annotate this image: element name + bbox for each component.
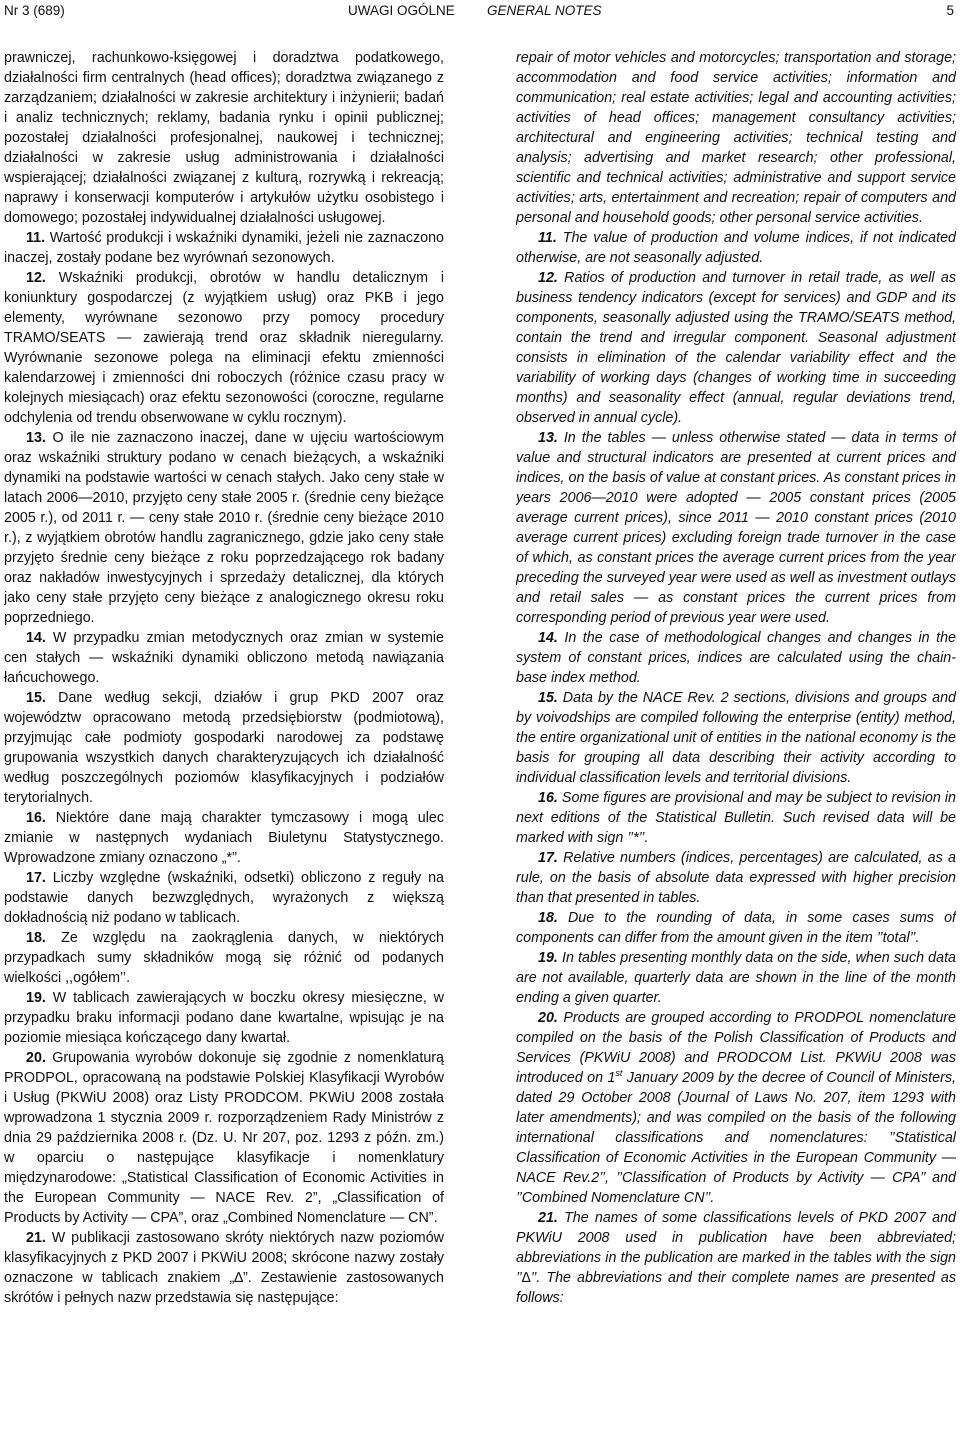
note-number: 19.: [26, 990, 46, 1006]
note-text: Grupowania wyrobów dokonuje się zgodnie z nomenklaturą PRODPOL, opracowaną na podstawie Polskiej Klasyfikacji Wyrobów i Usług (PKWiU 2008) oraz Listy PRODCOM. PKWiU 2008 została wprowadzona 1 stycznia 2009 r. rozporządzeniem Rady Ministrów z dnia 29 października 2008 r. (Dz. U. Nr 207, poz. 1293 z późn. zm.) w oparciu o następujące klasyfikacje i nomenklatury międzynarodowe: „Statistical Classification of Economic Activities in the European Community — NACE Rev. 2”, „Classification of Products by Activity — CPA”, oraz „Combined Nomenclature — CN”.: [4, 1050, 444, 1226]
note-text: W przypadku zmian metodycznych oraz zmian w systemie cen stałych — wskaźniki dynamiki obliczono metodą nawiązania łańcuchowego.: [4, 630, 444, 686]
note-text: Relative numbers (indices, percentages) are calculated, as a rule, on the basis of absolute data expressed with higher precision than that presented in tables.: [516, 850, 956, 906]
note-number: 18.: [538, 910, 558, 926]
note-text: In tables presenting monthly data on the side, when such data are not available, quarterly data are shown in the line of the month ending a given quarter.: [516, 950, 956, 1006]
note-text: The names of some classifications levels of PKD 2007 and PKWiU 2008 used in publication have been abbreviated; abbreviations in the publication are marked in the tables with the sign ’’∆’’. The abbreviations and their complete names are presented as follows:: [516, 1210, 956, 1306]
note-number: 18.: [26, 930, 46, 946]
column-polish: [4, 48, 444, 1428]
note-number: 11.: [538, 230, 557, 246]
note-text-cont: January 2009 by the decree of Council of Ministers, dated 29 October 2008 (Journal of Laws No. 207, item 1293 with later amendments); and was compiled on the basis of the following international classifications and nomenclatures: ’’Statistical Classification of Economic Activities in the European Community — NACE Rev.2’’, ’’Classification of Products by Activity — CPA’’ and ’’Combined Nomenclature CN’’.: [516, 1070, 956, 1206]
pl-note-15: [4, 688, 444, 808]
pl-note-20: [4, 1048, 444, 1228]
note-number: 15.: [26, 690, 46, 706]
note-number: 16.: [26, 810, 46, 826]
en-note-18: [516, 908, 956, 948]
ordinal-suffix: st: [615, 1068, 623, 1079]
en-intro: repair of motor vehicles and motorcycles; transportation and storage; accommodation and food service activities; information and communication; real estate activities; legal and accounting activities; activities of head offices; management consultancy activities; architectural and engineering activities; technical testing and analysis; advertising and market research; other professional, scientific and technical activities; administrative and support service activities; arts, entertainment and recreation; repair of computers and personal and household goods; other personal service activities.: [516, 50, 956, 226]
section-title-pl: UWAGI OGÓLNE: [348, 3, 455, 18]
note-number: 12.: [538, 270, 558, 286]
pl-note-13: [4, 428, 444, 628]
note-text: The value of production and volume indices, if not indicated otherwise, are not seasonally adjusted.: [516, 230, 956, 266]
en-note-19: [516, 948, 956, 1008]
note-text: Products are grouped according to PRODPOL nomenclature compiled on the basis of the Polish Classification of Products and Services (PKWiU 2008) and PRODCOM List. PKWiU 2008 was introduced on 1: [516, 1010, 956, 1086]
note-number: 21.: [26, 1230, 46, 1246]
note-text: In the tables — unless otherwise stated — data in terms of value and structural indicators are presented at current prices and indices, on the basis of value at constant prices. As constant prices in years 2006—2010 were adopted — 2005 constant prices (2005 average current prices), since 2011 — 2010 constant prices (2010 average current prices) excluding foreign trade turnover in the case of which, as constant prices the average current prices from the year preceding the surveyed year were used as well as investment outlays and retail sales — as constant prices the current prices from corresponding period of previous year were used.: [516, 430, 956, 626]
pl-note-14: [4, 628, 444, 688]
note-text: Ratios of production and turnover in retail trade, as well as business tendency indicators (except for services) and GDP and its components, seasonally adjusted using the TRAMO/SEATS method, contain the trend and irregular component. Seasonal adjustment consists in elimination of the calendar variability effect and the variability of working days (changes of working time in succeeding months) and seasonality effect (annual, regular deviations trend, observed in annual cycle).: [516, 270, 956, 426]
note-text: Dane według sekcji, działów i grup PKD 2007 oraz województw opracowano metodą przedsiębiorstw (podmiotową), przyjmując całe podmioty gospodarki narodowej za podstawę grupowania wszystkich danych charakteryzujących ich działalność według poszczególnych poziomów klasyfikacyjnych i podziałów terytorialnych.: [4, 690, 444, 806]
note-number: 16.: [538, 790, 558, 806]
note-number: 14.: [538, 630, 558, 646]
en-note-13: [516, 428, 956, 628]
page-header: [0, 0, 960, 22]
note-text: Ze względu na zaokrąglenia danych, w niektórych przypadkach sumy składników mogą się różnić od podanych wielkości ,,ogółem’’.: [4, 930, 444, 986]
en-note-20: [516, 1008, 956, 1208]
note-text: Liczby względne (wskaźniki, odsetki) obliczono z reguły na podstawie danych bezwzględnych, wyrażonych z większą dokładnością niż podano w tablicach.: [4, 870, 444, 926]
column-english: [516, 48, 956, 1428]
pl-note-16: [4, 808, 444, 868]
page-number: 5: [946, 3, 954, 18]
en-note-12: [516, 268, 956, 428]
en-note-14: [516, 628, 956, 688]
section-title-en: GENERAL NOTES: [487, 3, 602, 18]
note-number: 13.: [538, 430, 558, 446]
pl-note-18: [4, 928, 444, 988]
note-number: 17.: [26, 870, 46, 886]
en-note-11: [516, 228, 956, 268]
issue-number: Nr 3 (689): [4, 3, 65, 18]
pl-note-11: [4, 228, 444, 268]
note-text: Some figures are provisional and may be subject to revision in next editions of the Statistical Bulletin. Such revised data will be marked with sign ’’*’’.: [516, 790, 956, 846]
pl-note-19: [4, 988, 444, 1048]
note-text: O ile nie zaznaczono inaczej, dane w ujęciu wartościowym oraz wskaźniki struktury podano w cenach bieżących, a wskaźniki dynamiki na podstawie wartości w cenach stałych. Jako ceny stałe w latach 2006—2010, przyjęto ceny stałe 2005 r. (średnie ceny bieżące 2005 r.), od 2011 r. — ceny stałe 2010 r. (średnie ceny bieżące 2010 r.), z wyjątkiem obrotów handlu zagranicznego, gdzie jako ceny stałe przyjęto średnie ceny bieżące z roku poprzedzającego rok badany oraz nakładów inwestycyjnych i sprzedaży detalicznej, dla których jako ceny stałe przyjęto ceny bieżące z analogicznego okresu roku poprzedniego.: [4, 430, 444, 626]
note-text: W publikacji zastosowano skróty niektórych nazw poziomów klasyfikacyjnych z PKD 2007 i PKWiU 2008; skrócone nazwy zostały oznaczone w tablicach znakiem „∆”. Zestawienie zastosowanych skrótów i pełnych nazw przedstawia się następujące:: [4, 1230, 444, 1306]
note-text: Data by the NACE Rev. 2 sections, divisions and groups and by voivodships are compiled following the enterprise (entity) method, the entire organizational unit of entities in the national economy is the basis for grouping all data describing their activity according to individual classification levels and territorial divisions.: [516, 690, 956, 786]
en-note-21: [516, 1208, 956, 1308]
pl-intro: prawniczej, rachunkowo-księgowej i doradztwa podatkowego, działalności firm centralnych (head offices); doradztwa związanego z zarządzaniem; działalności w zakresie architektury i inżynierii; badań i analiz technicznych; reklamy, badania rynku i opinii publicznej; pozostałej działalności profesjonalnej, naukowej i technicznej; działalności w zakresie usług administrowania i działalności wspierającej; działalności związanej z kulturą, rozrywką i rekreacją; naprawy i konserwacji komputerów i artykułów użytku osobistego i domowego; pozostałej indywidualnej działalności usługowej.: [4, 50, 444, 226]
note-number: 15.: [538, 690, 558, 706]
note-text: W tablicach zawierających w boczku okresy miesięczne, w przypadku braku informacji podano dane kwartalne, wpisując je na poziomie miesiąca kończącego dany kwartał.: [4, 990, 444, 1046]
note-number: 20.: [26, 1050, 46, 1066]
pl-note-17: [4, 868, 444, 928]
note-text: Wartość produkcji i wskaźniki dynamiki, jeżeli nie zaznaczono inaczej, zostały podane bez wyrównań sezonowych.: [4, 230, 444, 266]
note-number: 12.: [26, 270, 46, 286]
en-note-16: [516, 788, 956, 848]
note-text: In the case of methodological changes and changes in the system of constant prices, indices are calculated using the chain-base index method.: [516, 630, 956, 686]
note-number: 19.: [538, 950, 558, 966]
note-number: 11.: [26, 230, 46, 246]
en-note-17: [516, 848, 956, 908]
note-number: 13.: [26, 430, 46, 446]
note-number: 14.: [26, 630, 46, 646]
pl-note-12: [4, 268, 444, 428]
note-text: Due to the rounding of data, in some cases sums of components can differ from the amount given in the item ’’total’’.: [516, 910, 956, 946]
pl-note-21: [4, 1228, 444, 1308]
en-note-15: [516, 688, 956, 788]
note-number: 20.: [538, 1010, 558, 1026]
note-text: Niektóre dane mają charakter tymczasowy i mogą ulec zmianie w następnych wydaniach Biuletynu Statystycznego. Wprowadzone zmiany oznaczono „*”.: [4, 810, 444, 866]
note-number: 17.: [538, 850, 558, 866]
note-number: 21.: [538, 1210, 558, 1226]
note-text: Wskaźniki produkcji, obrotów w handlu detalicznym i koniunktury gospodarczej (z wyjątkiem usług) oraz PKB i jego elementy, wyrównane sezonowo przy pomocy procedury TRAMO/SEATS — zawierają trend oraz składnik nieregularny. Wyrównanie sezonowe polega na eliminacji efektu zmienności kalendarzowej i zmienności dni roboczych (różnice czasu pracy w kolejnych miesiącach) oraz efektu sezonowości (coroczne, regularne odchylenia od trendu obserwowane w cyklu rocznym).: [4, 270, 444, 426]
